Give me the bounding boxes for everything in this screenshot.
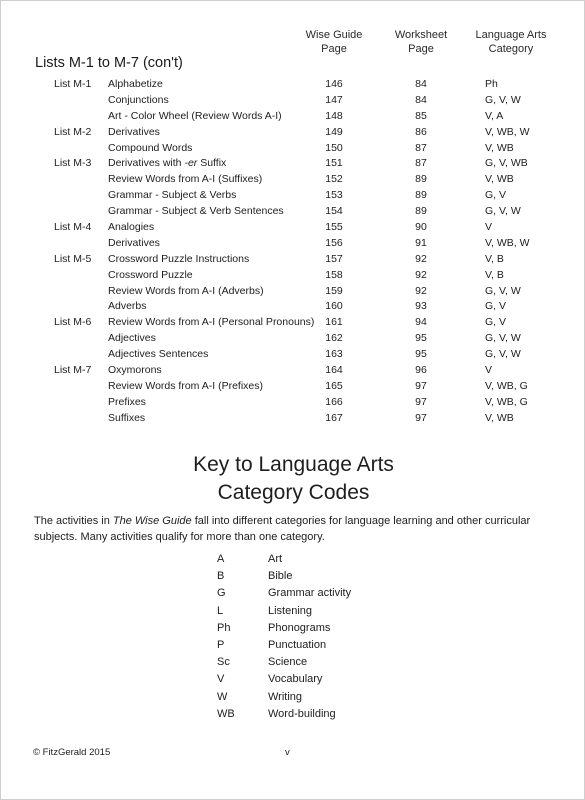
worksheet-page: 94: [415, 316, 427, 329]
activity-name: Derivatives with -er Suffix: [108, 157, 227, 170]
header-worksheet-page: [381, 28, 461, 56]
code-label: Art: [268, 553, 283, 565]
intro-book-title: The Wise Guide: [112, 515, 192, 527]
code-entry: [1, 689, 585, 706]
header-label: Page: [321, 43, 347, 55]
worksheet-page: 92: [415, 268, 427, 281]
table-row: [1, 331, 585, 347]
worksheet-page: 89: [415, 173, 427, 186]
list-name: List M-5: [54, 252, 92, 265]
code-label: Phonograms: [268, 621, 331, 634]
header-label: Language Arts: [475, 29, 547, 41]
worksheet-page: 96: [415, 364, 427, 377]
worksheet-page: 91: [415, 236, 427, 249]
activity-name: Derivatives: [108, 236, 160, 249]
activity-name: Review Words from A-I (Prefixes): [108, 379, 264, 392]
wise-guide-page: 162: [325, 332, 343, 345]
code-entry: [1, 585, 585, 602]
worksheet-page: 87: [415, 157, 427, 170]
wise-guide-page: 146: [325, 78, 343, 90]
activity-name: Crossword Puzzle Instructions: [108, 252, 250, 265]
activity-name: Crossword Puzzle: [108, 268, 193, 281]
key-title-line: Category Codes: [217, 481, 370, 504]
activity-name: Oxymorons: [108, 364, 162, 377]
category-codes: G, V, W: [485, 205, 521, 218]
code-label: Listening: [268, 604, 313, 617]
code-label: Vocabulary: [268, 673, 323, 686]
wise-guide-page: 149: [325, 125, 343, 138]
code-entry: [1, 620, 585, 637]
activity-name: Adjectives Sentences: [108, 348, 209, 361]
category-codes: V, WB, W: [485, 125, 530, 138]
code-label: Grammar activity: [268, 587, 352, 600]
code-entry: [1, 603, 585, 620]
code-entry: [1, 551, 585, 568]
list-name: List M-6: [54, 316, 92, 329]
wise-guide-page: 160: [325, 300, 343, 313]
wise-guide-page: 161: [325, 316, 343, 329]
table-row: [1, 125, 585, 141]
table-row: [1, 252, 585, 268]
header-wise-guide-page: [299, 28, 369, 56]
activity-name: Review Words from A-I (Suffixes): [108, 173, 263, 186]
category-codes: V, WB: [485, 411, 514, 424]
section-title: Lists M-1 to M-7 (con't): [35, 55, 183, 71]
code-abbreviation: B: [217, 570, 225, 583]
code-label: Writing: [268, 690, 303, 703]
worksheet-page: 89: [415, 189, 427, 202]
list-name: List M-2: [54, 125, 92, 138]
category-codes: G, V: [485, 316, 507, 329]
category-codes: G, V: [485, 300, 507, 313]
activity-name: Grammar - Subject & Verb Sentences: [108, 205, 284, 218]
wise-guide-page: 150: [325, 141, 343, 154]
category-codes: V, WB, G: [485, 395, 528, 408]
activity-name: Adverbs: [108, 300, 147, 313]
activity-name: Review Words from A-I (Adverbs): [108, 284, 264, 297]
list-name: List M-7: [54, 364, 92, 377]
code-abbreviation: G: [217, 587, 226, 600]
wise-guide-page: 155: [325, 221, 343, 234]
table-row: [1, 188, 585, 204]
intro-text: The activities in: [34, 515, 113, 527]
wise-guide-page: 167: [325, 411, 343, 424]
table-row: [1, 395, 585, 411]
wise-guide-page: 163: [325, 348, 343, 361]
activity-name: Adjectives: [108, 332, 156, 345]
intro-text: fall into different categories for language learning and other curricular subjects. Many activities qualify for more than one category.: [34, 515, 531, 543]
header-label: Worksheet: [394, 29, 448, 41]
activity-name: Art - Color Wheel (Review Words A-I): [108, 109, 282, 122]
table-row: [1, 172, 585, 188]
table-row: [1, 109, 585, 125]
code-abbreviation: A: [217, 553, 225, 565]
activity-name: Review Words from A-I (Personal Pronouns): [108, 316, 315, 329]
activity-name: Grammar - Subject & Verbs: [108, 189, 237, 202]
code-entry: [1, 671, 585, 688]
key-title: [1, 451, 585, 507]
activity-name: Compound Words: [108, 141, 193, 154]
table-row: [1, 77, 585, 93]
category-codes: V, B: [485, 268, 504, 281]
worksheet-page: 92: [415, 252, 427, 265]
category-codes: V: [485, 221, 493, 234]
wise-guide-page: 156: [325, 236, 343, 249]
worksheet-page: 85: [415, 109, 427, 122]
activity-name: Suffixes: [108, 411, 146, 424]
wise-guide-page: 158: [325, 268, 343, 281]
table-row: [1, 411, 585, 427]
worksheet-page: 84: [415, 78, 427, 90]
wise-guide-page: 147: [325, 93, 343, 106]
category-codes: Ph: [485, 78, 498, 90]
worksheet-page: 89: [415, 205, 427, 218]
header-label: Page: [408, 43, 434, 55]
worksheet-page: 97: [415, 379, 427, 392]
activity-name: Prefixes: [108, 395, 146, 408]
table-row: [1, 236, 585, 252]
header-label: Wise Guide: [305, 29, 363, 41]
category-code-list: [1, 551, 585, 723]
wise-guide-page: 152: [325, 173, 343, 186]
category-codes: G, V, W: [485, 284, 521, 297]
code-label: Word-building: [268, 707, 336, 720]
worksheet-page: 92: [415, 284, 427, 297]
code-abbreviation: P: [217, 638, 225, 651]
code-label: Bible: [268, 570, 293, 583]
list-name: List M-3: [54, 157, 92, 170]
wise-guide-page: 157: [325, 252, 343, 265]
activity-name: Analogies: [108, 221, 155, 234]
wise-guide-page: 148: [325, 109, 343, 122]
code-abbreviation: W: [217, 690, 228, 703]
wise-guide-page: 154: [325, 205, 343, 218]
category-codes: G, V, W: [485, 348, 521, 361]
activity-name: Derivatives: [108, 125, 160, 138]
code-label: Punctuation: [268, 638, 327, 651]
wise-guide-page: 153: [325, 189, 343, 202]
copyright-footer: © FitzGerald 2015: [33, 747, 111, 758]
code-label: Science: [268, 656, 308, 669]
category-codes: G, V, W: [485, 93, 521, 106]
category-codes: V: [485, 364, 493, 377]
table-row: [1, 347, 585, 363]
category-codes: G, V: [485, 189, 507, 202]
worksheet-page: 84: [415, 93, 427, 106]
category-codes: G, V, WB: [485, 157, 528, 170]
category-codes: V, WB: [485, 173, 514, 186]
activity-table: [1, 77, 585, 427]
worksheet-page: 87: [415, 141, 427, 154]
key-intro-paragraph: [34, 513, 559, 545]
key-title-line: Key to Language Arts: [193, 453, 394, 476]
header-label: Category: [488, 43, 534, 55]
code-entry: [1, 637, 585, 654]
table-row: [1, 220, 585, 236]
worksheet-page: 97: [415, 395, 427, 408]
code-entry: [1, 706, 585, 723]
table-row: [1, 93, 585, 109]
list-name: List M-1: [54, 78, 92, 90]
worksheet-page: 86: [415, 125, 427, 138]
code-entry: [1, 568, 585, 585]
table-row: [1, 156, 585, 172]
worksheet-page: 90: [415, 221, 427, 234]
worksheet-page: 95: [415, 348, 427, 361]
worksheet-page: 93: [415, 300, 427, 313]
category-codes: V, WB, W: [485, 236, 530, 249]
category-codes: G, V, W: [485, 332, 521, 345]
table-row: [1, 268, 585, 284]
category-codes: V, B: [485, 252, 504, 265]
category-codes: V, WB: [485, 141, 514, 154]
table-row: [1, 299, 585, 315]
wise-guide-page: 166: [325, 395, 343, 408]
wise-guide-page: 164: [325, 364, 343, 377]
activity-name: Alphabetize: [108, 78, 163, 90]
worksheet-page: 95: [415, 332, 427, 345]
code-abbreviation: L: [217, 604, 224, 617]
code-abbreviation: Ph: [217, 621, 231, 634]
category-codes: V, A: [485, 109, 504, 122]
category-codes: V, WB, G: [485, 379, 528, 392]
list-name: List M-4: [54, 221, 92, 234]
table-row: [1, 284, 585, 300]
code-abbreviation: Sc: [217, 656, 230, 669]
table-row: [1, 204, 585, 220]
table-row: [1, 315, 585, 331]
wise-guide-page: 151: [325, 157, 343, 170]
worksheet-page: 97: [415, 411, 427, 424]
table-row: [1, 363, 585, 379]
wise-guide-page: 159: [325, 284, 343, 297]
table-row: [1, 141, 585, 157]
header-language-arts-category: [466, 28, 556, 56]
page-number: v: [285, 747, 290, 758]
code-abbreviation: V: [217, 673, 225, 686]
wise-guide-page: 165: [325, 379, 343, 392]
activity-name: Conjunctions: [108, 93, 169, 106]
code-entry: [1, 654, 585, 671]
table-row: [1, 379, 585, 395]
code-abbreviation: WB: [217, 707, 235, 720]
